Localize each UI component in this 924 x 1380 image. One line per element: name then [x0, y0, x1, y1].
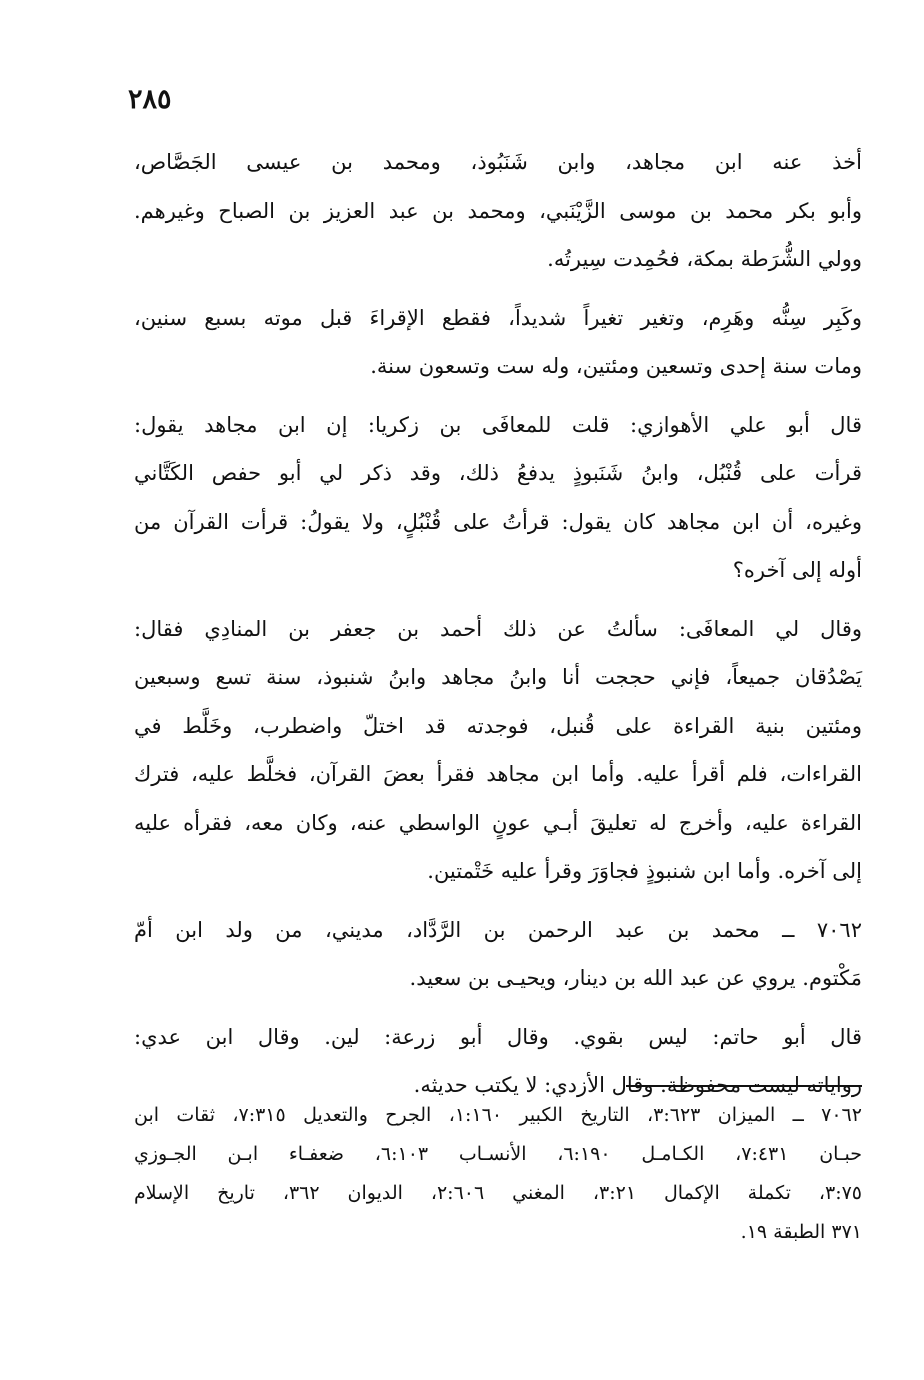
text-line: وكَبِر سِنُّه وهَرِم، وتغير تغيراً شديداً، فقطع الإقراءَ قبل موته بسبع سنين، [134, 305, 862, 330]
text-line: وغيره، أن ابن مجاهد كان يقول: قرأتُ على قُنْبُلٍ، ولا يقولُ: قرأت القرآن من [134, 509, 862, 534]
page-number: ٢٨٥ [128, 84, 172, 115]
paragraph-old-age [134, 294, 862, 391]
footnote-line: ٣:٧٥، تكملة الإكمال ٣:٢١، المغني ٢:٦٠٦، الديوان ٣٦٢، تاريخ الإسلام [134, 1182, 863, 1204]
text-line: رواياته ليست محفوظة. وقال الأزدي: لا يكتب حديثه. [413, 1073, 862, 1097]
text-line: أوله إلى آخره؟ [732, 558, 862, 582]
text-line: وأبو بكر محمد بن موسى الزَّيْنَبي، ومحمد بن عبد العزيز بن الصباح وغيرهم. [134, 198, 862, 223]
text-line: مَكْتوم. يروي عن عبد الله بن دينار، ويحيـى بن سعيد. [409, 966, 862, 990]
text-line: قرأت على قُنْبُل، وابنُ شَنَبوذٍ يدفعُ ذلك، وقد ذكر لي أبو حفص الكَتَّاني [134, 461, 862, 485]
text-line: القراءة عليه، وأخرج له تعليقَ أبـي عونٍ الواسطي عنه، وكان معه، فقرأه عليه [134, 810, 862, 835]
paragraph-muafa [134, 605, 862, 896]
footnote-divider [626, 1085, 862, 1087]
footnotes [134, 1096, 862, 1252]
text-line: وقال لي المعافَى: سألتُ عن ذلك أحمد بن جعفر بن المنادِي فقال: [134, 616, 862, 641]
text-line: ومئتين بنية القراءة على قُنبل، فوجدته قد اختلّ واضطرب، وخَلَّط في [134, 713, 862, 738]
text-line: القراءات، فلم أقرأ عليه. وأما ابن مجاهد فقرأ بعضَ القرآن، فخلَّط عليه، فترك [134, 762, 862, 786]
paragraph-narrators [134, 138, 862, 284]
footnote-line: ٧٠٦٢ ــ الميزان ٣:٦٢٣، التاريخ الكبير ١:١٦٠، الجرح والتعديل ٧:٣١٥، ثقات ابن [134, 1104, 862, 1126]
paragraph-criticism [134, 1013, 862, 1110]
text-line: قال أبو حاتم: ليس بقوي. وقال أبو زرعة: لين. وقال ابن عدي: [134, 1024, 862, 1049]
text-line: وولي الشُّرَطة بمكة، فحُمِدت سِيرتُه. [547, 247, 862, 271]
main-text [134, 138, 862, 1116]
text-line: ٧٠٦٢ ــ محمد بن عبد الرحمن بن الرَّدَّاد، مديني، من ولد ابن أمّ [134, 917, 862, 942]
footnote-line: حبـان ٧:٤٣١، الكـامـل ٦:١٩٠، الأنسـاب ٦:١٠٣، ضعفـاء ابـن الجـوزي [134, 1143, 862, 1165]
text-line: أخذ عنه ابن مجاهد، وابن شَنَبُوذ، ومحمد بن عيسى الجَصَّاص، [134, 150, 862, 174]
text-line: يَصْدُقان جميعاً، فإني حججت أنا وابنُ مجاهد وابنُ شنبوذ، سنة تسع وسبعين [134, 665, 862, 689]
text-line: قال أبو علي الأهوازي: قلت للمعافَى بن زكريا: إن ابن مجاهد يقول: [134, 412, 862, 437]
footnote-line: ٣٧١ الطبقة ١٩. [740, 1221, 862, 1243]
entry-7062 [134, 906, 862, 1003]
paragraph-ahwazi [134, 401, 862, 595]
text-line: إلى آخره. وأما ابن شنبوذٍ فجاوَرَ وقرأ عليه خَتْمتين. [427, 859, 862, 883]
text-line: ومات سنة إحدى وتسعين ومئتين، وله ست وتسعون سنة. [370, 354, 862, 378]
